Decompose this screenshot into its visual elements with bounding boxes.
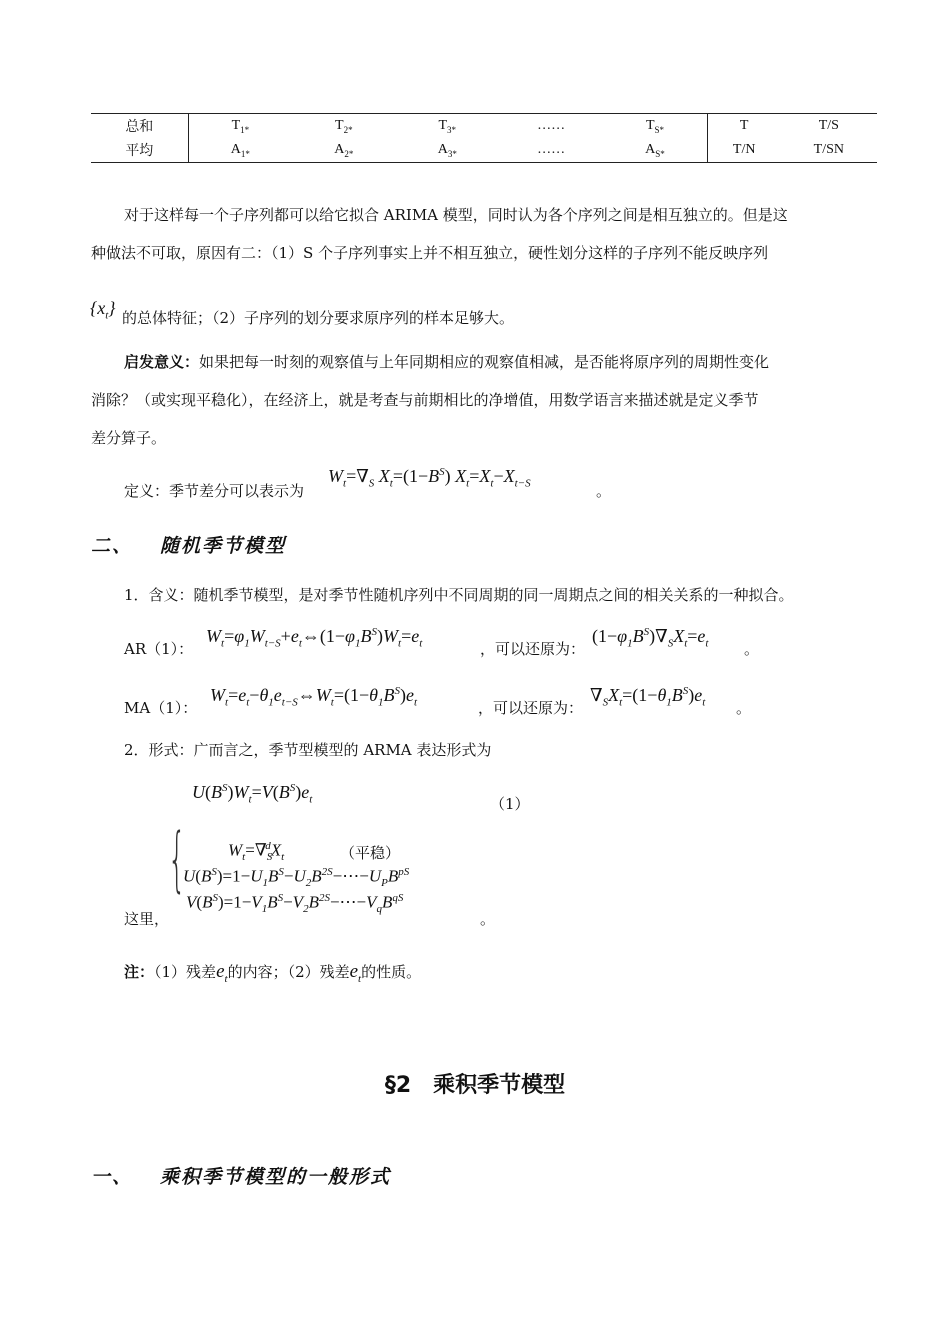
section2-title: 随机季节模型	[160, 535, 287, 557]
para2-line1	[124, 351, 769, 372]
cell-subscript: S*	[654, 124, 665, 135]
table-cell	[292, 138, 395, 163]
here-end: 。	[480, 910, 496, 928]
here-label: 这里，	[124, 910, 170, 928]
ar1-mid: ，可以还原为：	[480, 640, 586, 658]
note-bold: 注：	[124, 963, 155, 981]
definition-prefix: 定义：季节差分可以表示为	[124, 482, 305, 500]
cell-subscript: S*	[655, 148, 665, 159]
cell-text: T/N	[732, 142, 756, 157]
table-cell	[91, 114, 188, 139]
ar1-end: 。	[744, 640, 760, 658]
ma1-mid: ，可以还原为：	[478, 699, 584, 717]
section-one-number: 一、	[91, 1166, 134, 1188]
note-part3: 的性质。	[361, 963, 422, 981]
table-cell	[603, 138, 707, 163]
table-cell	[707, 138, 780, 163]
equation-1: $U(B^S)W_t=V(B^S)e_t$	[192, 782, 313, 806]
table-cell	[188, 138, 292, 163]
system-line1: $W_t=\nabla_S^dX_t$	[228, 840, 285, 864]
para2-text1: 如果把每一时刻的观察值与上年同期相应的观察值相减，是否能将原序列的周期性变化	[199, 353, 770, 371]
cell-subscript: 1*	[240, 148, 250, 159]
cell-text: T	[231, 117, 241, 133]
table-cell	[91, 138, 188, 163]
summary-table	[91, 113, 877, 163]
ar1-formula: $W_t=\varphi_1W_{t-S}+e_t\Leftrightarrow(1-\varphi_1B^S)W_t=e_t$	[206, 626, 423, 650]
cell-text: A	[437, 141, 448, 157]
note-part2: 的内容；（2）残差	[227, 963, 350, 981]
para2-bold: 启发意义：	[124, 353, 200, 371]
system-line2: $U(B^S)=1-U_1B^S-U_2B^{2S}-\cdots-U_PB^{pS}$	[183, 866, 410, 890]
table-row	[91, 138, 877, 163]
et-symbol-2: $e_t$	[349, 961, 362, 985]
ma1-restore: $\nabla_SX_t=(1-\theta_1B^S)e_t$	[590, 685, 706, 709]
cell-subscript: 3*	[447, 148, 457, 159]
table-cell	[781, 138, 877, 163]
table-cell	[707, 114, 780, 139]
cell-text: T	[438, 117, 448, 133]
definition-suffix: 。	[596, 482, 612, 500]
table-cell	[603, 114, 707, 139]
ma1-label: MA（1）：	[124, 699, 198, 717]
cell-text: ……	[537, 118, 566, 133]
stationary-note: （平稳）	[340, 844, 401, 862]
ma1-end: 。	[736, 699, 752, 717]
item1: 1．含义：随机季节模型，是对季节性随机序列中不同周期的同一周期点之间的相关关系的一种拟合。	[124, 586, 794, 604]
cell-text: T	[645, 117, 655, 133]
cell-text: A	[645, 141, 656, 157]
table-cell	[499, 138, 603, 163]
cell-subscript: 2*	[343, 124, 353, 135]
et-symbol-1: $e_t$	[216, 961, 228, 985]
chapter-title: §2 乘积季节模型	[384, 1073, 566, 1098]
cell-text: ……	[537, 142, 566, 157]
cell-text: T/S	[818, 118, 839, 133]
note-part1: （1）残差	[154, 963, 217, 981]
cell-text: A	[334, 141, 345, 157]
section2-number: 二、	[91, 535, 134, 557]
table-cell	[781, 114, 877, 139]
ar1-restore: $(1-\varphi_1B^S)\nabla_SX_t=e_t$	[592, 626, 709, 650]
seasonal-diff-formula: $W_t=\nabla_S$ $X_t=(1-B^S)$ $X_t=X_t-X_{t-S}$	[328, 466, 531, 490]
table-cell	[292, 114, 395, 139]
cell-subscript: 2*	[344, 148, 354, 159]
left-brace: {	[168, 818, 186, 900]
ma1-formula: $W_t=e_t-\theta_1e_{t-S}\Leftrightarrow W_t=(1-\theta_1B^S)e_t$	[210, 685, 418, 709]
cell-text: 总和	[125, 120, 154, 135]
table-cell	[396, 114, 499, 139]
ar1-label: AR（1）：	[124, 640, 194, 658]
table-row	[91, 114, 877, 139]
table-cell	[499, 114, 603, 139]
system-line3: $V(B^S)=1-V_1B^S-V_2B^{2S}-\cdots-V_qB^{qS}$	[186, 892, 404, 916]
note	[124, 961, 421, 985]
cell-text: T/SN	[813, 142, 844, 157]
table-cell	[396, 138, 499, 163]
cell-text: 平均	[125, 144, 154, 159]
cell-text: T	[739, 118, 749, 133]
xt-set: $\{x_t\}$	[90, 298, 116, 322]
para1-line1: 对于这样每一个子序列都可以给它拟合 ARIMA 模型，同时认为各个序列之间是相互独立的。但是这	[124, 206, 788, 224]
equation-number: （1）	[490, 795, 530, 813]
section-one-title: 乘积季节模型的一般形式	[160, 1166, 392, 1188]
cell-subscript: 1*	[240, 124, 250, 135]
para1-line3: 的总体特征；（2）子序列的划分要求原序列的样本足够大。	[122, 309, 515, 327]
para2-line3: 差分算子。	[91, 429, 167, 447]
para1-line2: 种做法不可取，原因有二：（1）S 个子序列事实上并不相互独立，硬性划分这样的子序列不能反映序列	[91, 244, 769, 262]
cell-text: A	[230, 141, 241, 157]
table-cell	[188, 114, 292, 139]
cell-text: T	[335, 117, 344, 133]
para2-line2: 消除？（或实现平稳化），在经济上，就是考查与前期相比的净增值，用数学语言来描述就是定义季节	[91, 391, 759, 409]
item2: 2．形式：广而言之，季节型模型的 ARMA 表达形式为	[124, 741, 492, 759]
cell-subscript: 3*	[447, 124, 457, 135]
